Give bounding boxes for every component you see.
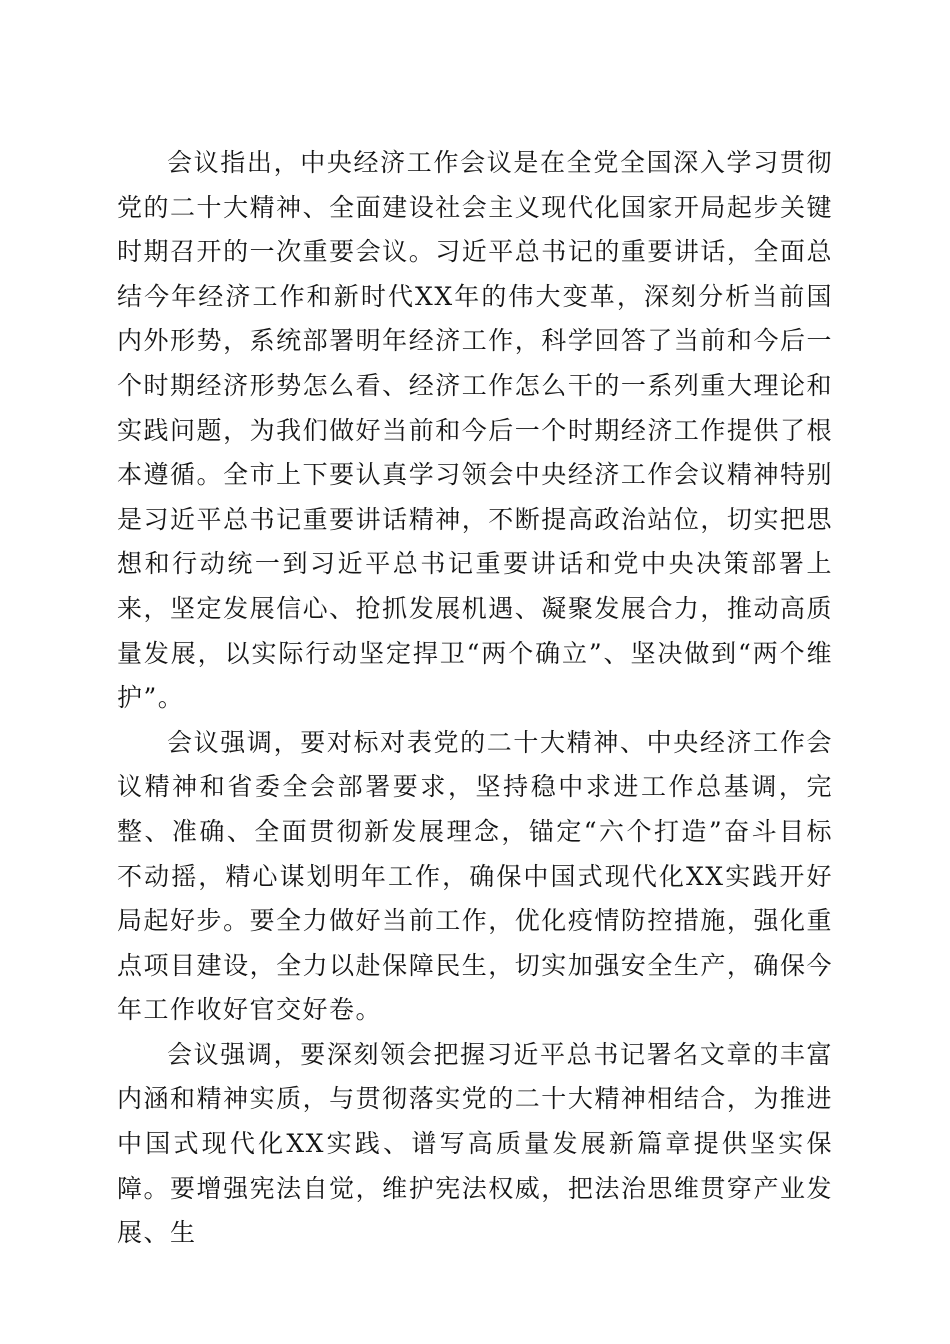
- paragraph-3: 会议强调，要深刻领会把握习近平总书记署名文章的丰富内涵和精神实质，与贯彻落实党的二十大精神相结合，为推进中国式现代化XX实践、谱写高质量发展新篇章提供坚实保障。要增强宪法自觉，维护宪法权威，把法治思维贯穿产业发展、生: [117, 1039, 833, 1248]
- document-body: [117, 141, 833, 1256]
- paragraph-1: 会议指出，中央经济工作会议是在全党全国深入学习贯彻党的二十大精神、全面建设社会主义现代化国家开局起步关键时期召开的一次重要会议。习近平总书记的重要讲话，全面总结今年经济工作和新时代XX年的伟大变革，深刻分析当前国内外形势，系统部署明年经济工作，科学回答了当前和今后一个时期经济形势怎么看、经济工作怎么干的一系列重大理论和实践问题，为我们做好当前和今后一个时期经济工作提供了根本遵循。全市上下要认真学习领会中央经济工作会议精神特别是习近平总书记重要讲话精神，不断提高政治站位，切实把思想和行动统一到习近平总书记重要讲话和党中央决策部署上来，坚定发展信心、抢抓发展机遇、凝聚发展合力，推动高质量发展，以实际行动坚定捍卫“两个确立”、坚决做到“两个维护”。: [117, 148, 833, 713]
- paragraph-2: 会议强调，要对标对表党的二十大精神、中央经济工作会议精神和省委全会部署要求，坚持稳中求进工作总基调，完整、准确、全面贯彻新发展理念，锚定“六个打造”奋斗目标不动摇，精心谋划明年工作，确保中国式现代化XX实践开好局起好步。要全力做好当前工作，优化疫情防控措施，强化重点项目建设，全力以赴保障民生，切实加强安全生产，确保今年工作收好官交好卷。: [117, 727, 833, 1025]
